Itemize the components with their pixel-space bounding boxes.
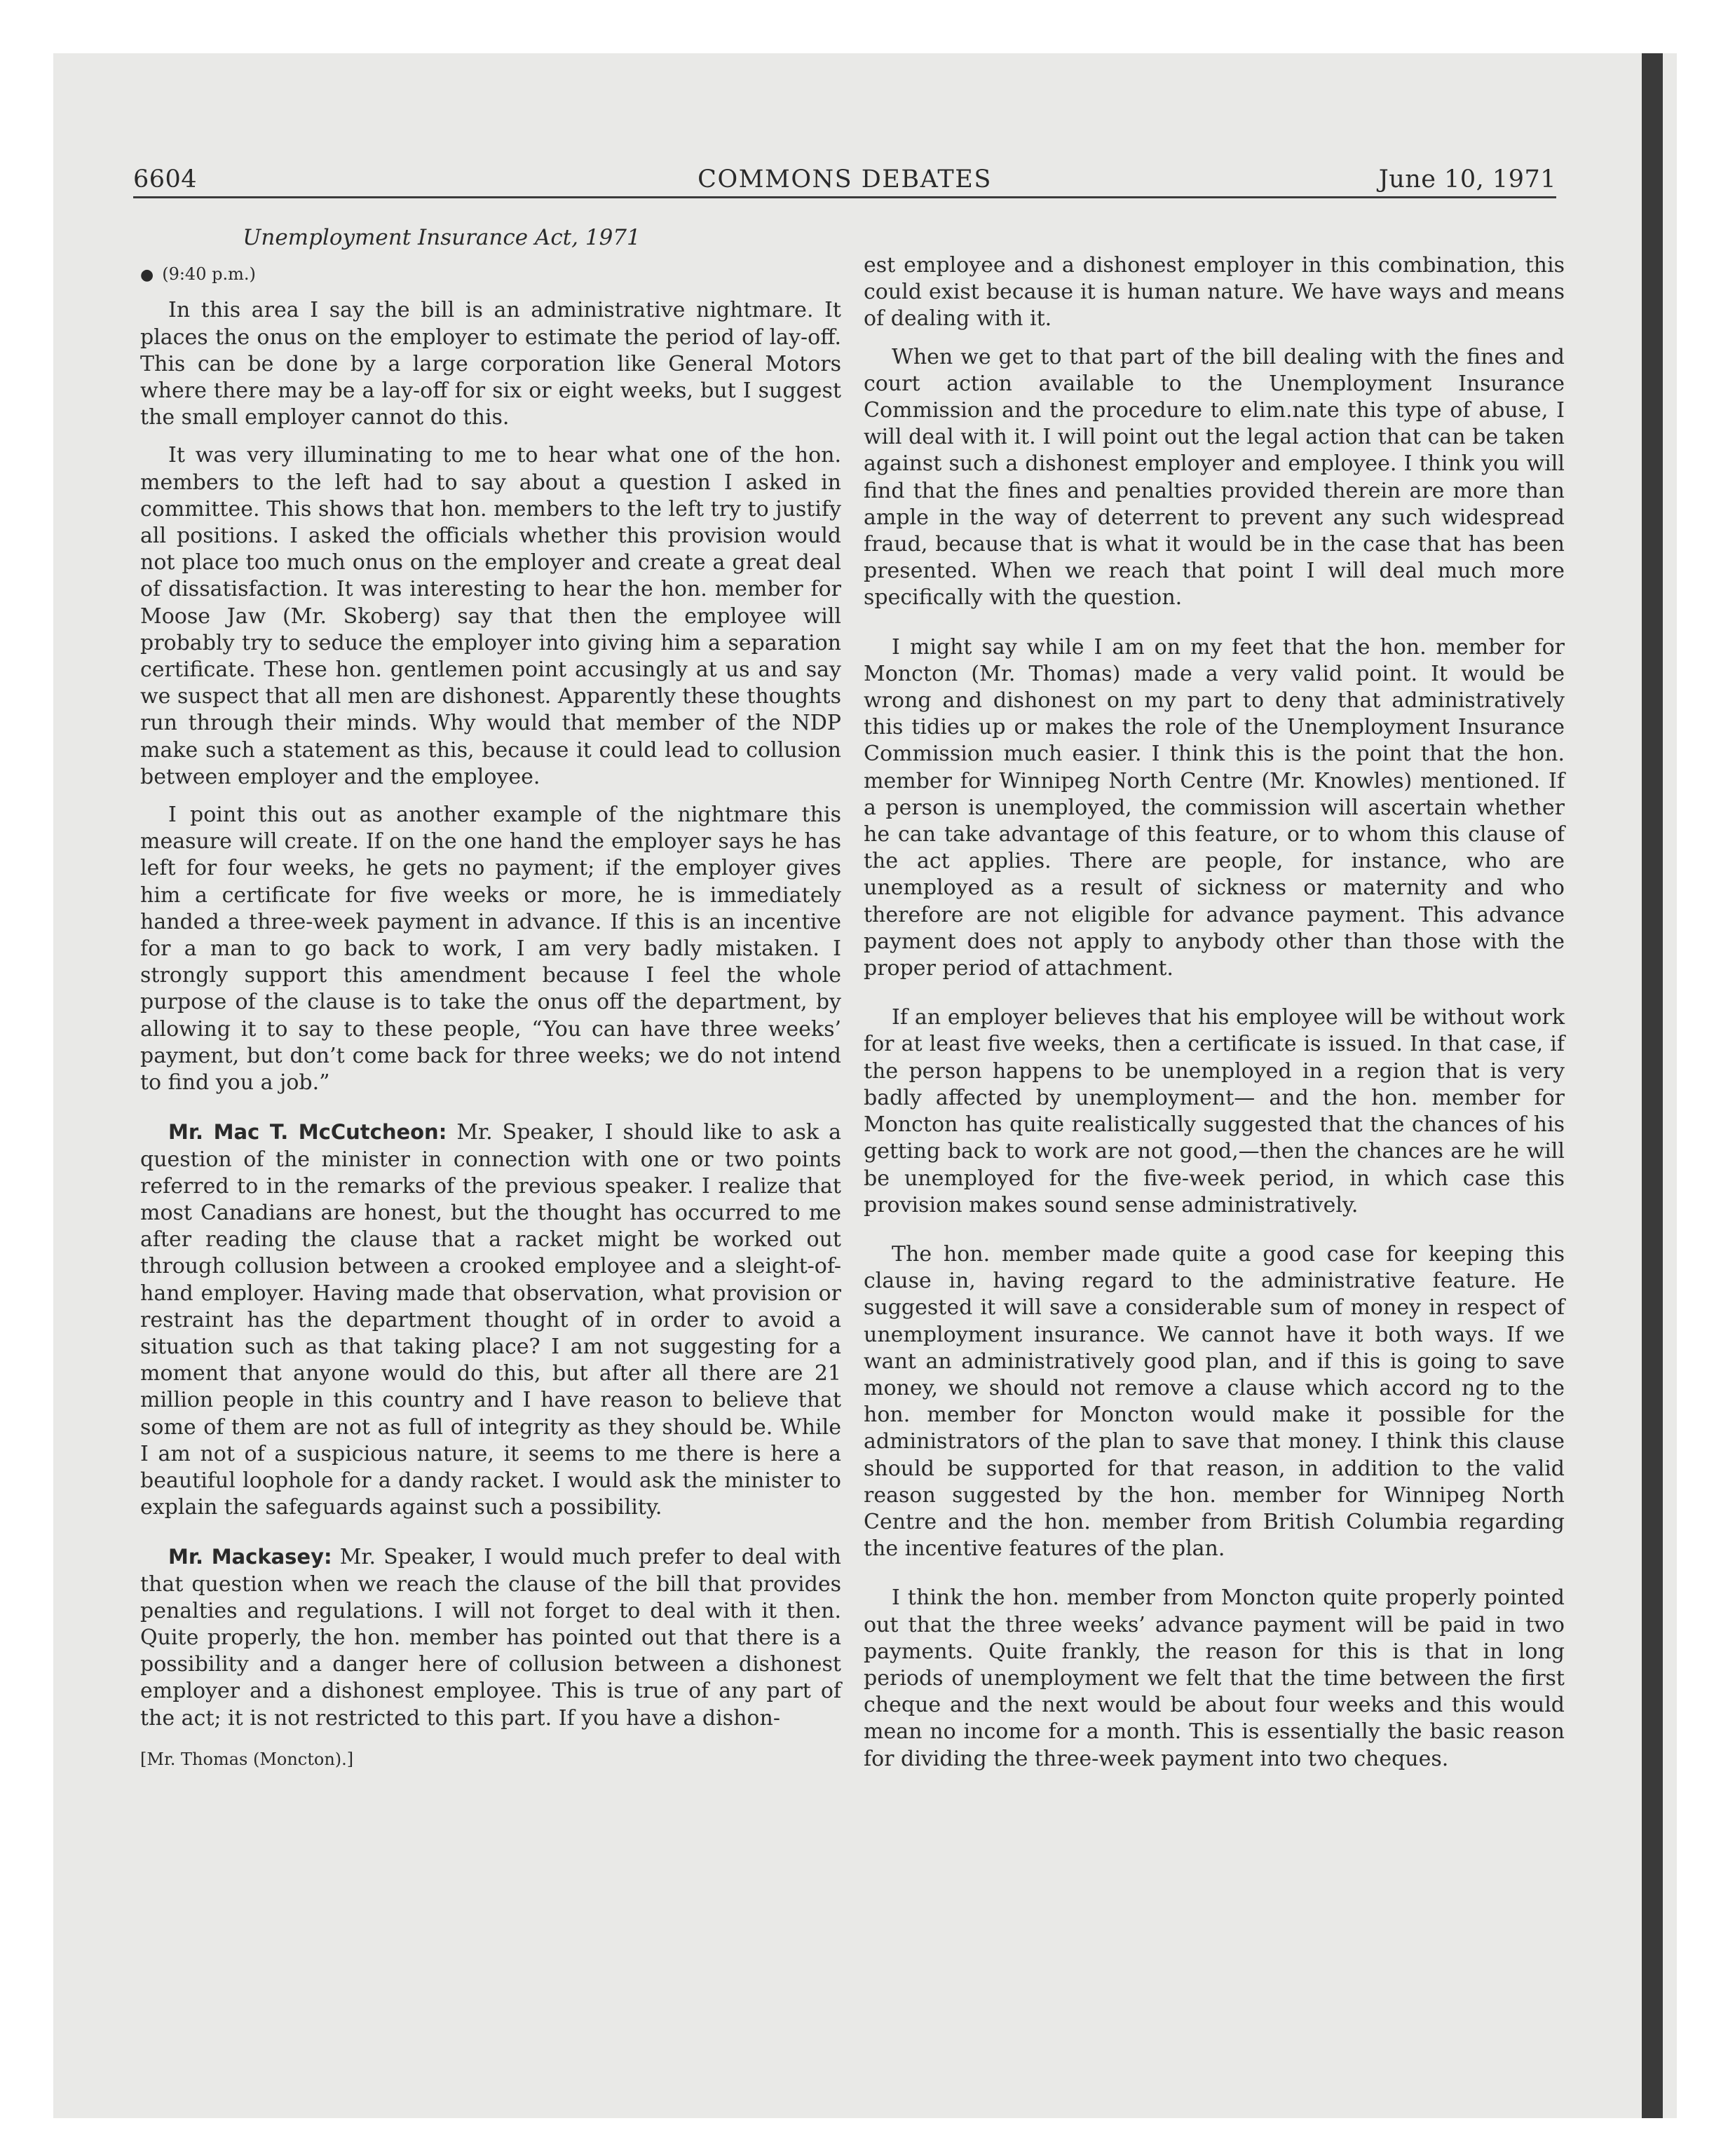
page-date: June 10, 1971 [1378, 165, 1556, 193]
paragraph: I might say while I am on my feet that the hon. member for Moncton (Mr. Thomas) made a very valid point. It would be wrong and dishonest on my part to deny that administratively this tidies up or makes the role of the Unemployment Insurance Commission much easier. I think this is the point that the hon. member for Winnipeg North Centre (Mr. Knowles) mentioned. If a person is unemployed, the commission will ascertain whether he can take advantage of this feature, or to whom this clause of the act applies. There are people, for instance, who are unemployed as a result of sickness or maternity and who therefore are not eligible for advance payment. This advance payment does not apply to anybody other than those with the proper period of attachment. [864, 634, 1565, 981]
paragraph: I point this out as another example of the nightmare this measure will create. If on the one hand the employer says he has left for four weeks, he gets no payment; if the employer gives him a certificate for five weeks or more, he is immediately handed a three-week payment in advance. If this is an incentive for a man to go back to work, I am very badly mistaken. I strongly support this amendment because I feel the whole purpose of the clause is to take the onus off the department, by allowing it to say to these people, “You can have three weeks’ payment, but don’t come back for three weeks; we do not intend to find you a job.” [140, 803, 841, 1096]
paragraph: I think the hon. member from Moncton quite properly pointed out that the three weeks’ advance payment will be paid in two payments. Quite frankly, the reason for this is that in long periods of unemployment we felt that the time between the first cheque and the next would be about four weeks and this would mean no income for a month. This is essentially the basic reason for dividing the three-week payment into two cheques. [864, 1585, 1565, 1771]
paragraph: It was very illuminating to me to hear what one of the hon. members to the left had to say about a question I asked in committee. This shows that hon. members to the left try to justify all positions. I asked the officials whether this provision would not place too much onus on the employer and create a great deal of dissatisfaction. It was interesting to hear the hon. member for Moose Jaw (Mr. Skoberg) say that then the employee will probably try to seduce the employer into giving him a separation certificate. These hon. gentlemen point accusingly at us and say we suspect that all men are dishonest. Apparently these thoughts run through their minds. Why would that member of the NDP make such a statement as this, because it could lead to collusion between employer and the employee. [140, 443, 841, 789]
speech-mackasey [140, 1543, 841, 1731]
paragraph: In this area I say the bill is an administrative nightmare. It places the onus on the employer to estimate the period of lay-off. This can be done by a large corporation like General Motors where there may be a lay-off for six or eight weeks, but I suggest the small employer cannot do this. [140, 298, 841, 430]
speech-text: Mr. Speaker, I would much prefer to deal with that question when we reach the clause of the bill that provides penalties and regulations. I will not forget to deal with it then. Quite properly, the hon. member has pointed out that there is a possibility and a danger here of collusion between a dishonest employer and a dishonest employee. This is true of any part of the act; it is not restricted to this part. If you have a dishon- [140, 1545, 841, 1731]
scan-edge-shadow [1642, 53, 1663, 2118]
right-column [864, 252, 1565, 1784]
paragraph: The hon. member made quite a good case for keeping this clause in, having regard to the administrative feature. He suggested it will save a considerable sum of money in respect of unemployment insurance. We cannot have it both ways. If we want an administratively good plan, and if this is going to save money, we should not remove a clause which accord ng to the hon. member for Moncton would make it possible for the administrators of the plan to save that money. I think this clause should be supported for that reason, in addition to the valid reason suggested by the hon. member for Winnipeg North Centre and the hon. member from British Columbia regarding the incentive features of the plan. [864, 1241, 1565, 1562]
page-number: 6604 [133, 165, 198, 193]
speech-text: Mr. Speaker, I should like to ask a question of the minister in connection with one or two points referred to in the remarks of the previous speaker. I realize that most Canadians are honest, but the thought has occurred to me after reading the clause that a racket might be worked out through collusion between a crooked employee and a sleight-of-hand employer. Having made that observation, what provision or restraint has the department thought of in order to avoid a situation such as that taking place? I am not suggesting for a moment that anyone would do this, but after all there are 21 million people in this country and I have reason to believe that some of them are not as full of integrity as they should be. While I am not of a suspicious nature, it seems to me there is here a beautiful loophole for a dandy racket. I would ask the minister to explain the safeguards against such a possibility. [140, 1120, 842, 1520]
speech-mccutcheon [140, 1119, 841, 1521]
page-header [133, 160, 1556, 198]
section-title: Unemployment Insurance Act, 1971 [243, 225, 641, 250]
publication-title: COMMONS DEBATES [698, 165, 992, 193]
paragraph: If an employer believes that his employee will be without work for at least five weeks, then a certificate is issued. In that case, if the person happens to be unemployed in a region that is very badly affected by unemployment— and the hon. member for Moncton has quite realistically suggested that the chances of his getting back to work are not good,—then the chances are he will be unemployed for the five-week period, in which case this provision makes sound sense administratively. [864, 1005, 1565, 1217]
timestamp [140, 261, 841, 289]
timestamp-text: (9:40 p.m.) [162, 264, 256, 285]
paragraph: When we get to that part of the bill dealing with the fines and court action available to the Unemployment Insurance Commission and the procedure to elim.nate this type of abuse, I will deal with it. I will point out the legal action that can be taken against such a dishonest employer and employee. I think you will find that the fines and penalties provided therein are more than ample in the way of deterrent to prevent any such widespread fraud, because that is what it would be in the case that has been presented. When we reach that point I will deal much more specifically with the question. [864, 344, 1565, 610]
speaker-footnote: [Mr. Thomas (Moncton).] [140, 1749, 354, 1769]
left-column [140, 224, 841, 1773]
bullet-icon: ● [140, 266, 154, 285]
speaker-name: Mr. Mac T. McCutcheon: [168, 1120, 447, 1145]
paragraph: est employee and a dishonest employer in this combination, this could exist because it is human nature. We have ways and means of dealing with it. [864, 253, 1565, 332]
speaker-name: Mr. Mackasey: [168, 1545, 332, 1569]
